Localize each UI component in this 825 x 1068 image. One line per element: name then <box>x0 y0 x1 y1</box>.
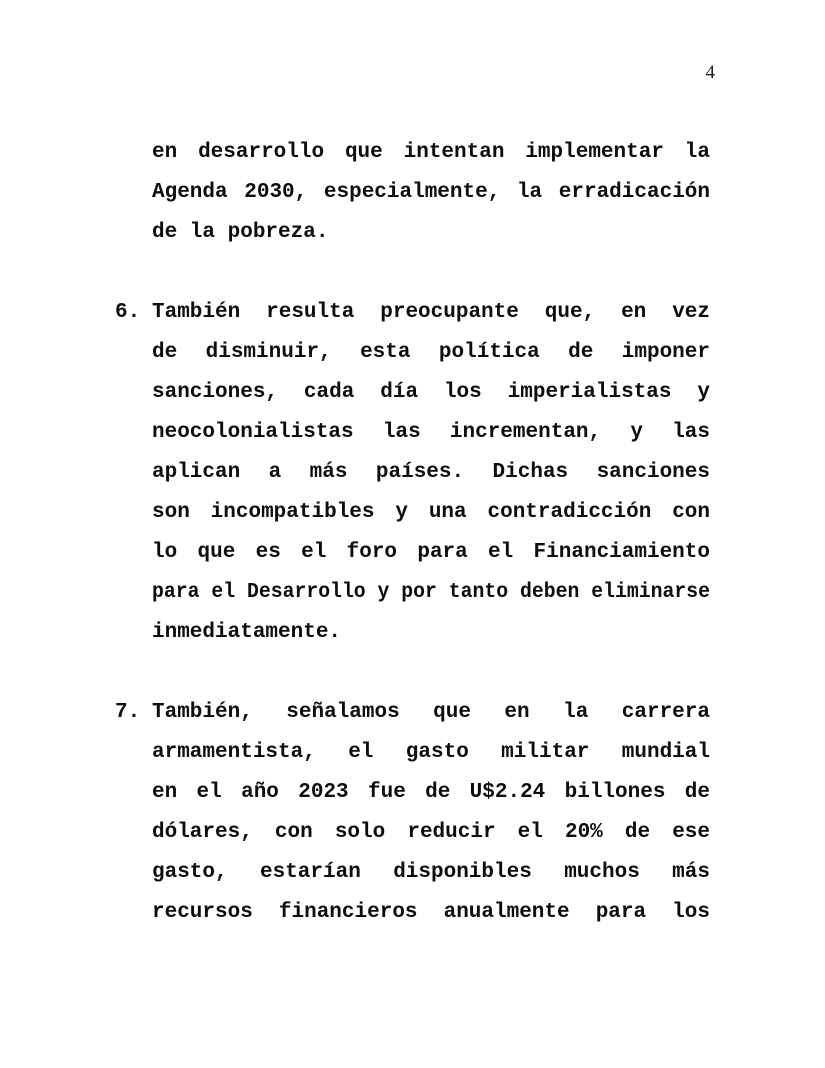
document-body <box>115 133 710 933</box>
text-line: sanciones, cada día los imperialistas y <box>152 381 710 404</box>
text-line: dólares, con solo reducir el 20% de ese <box>152 821 710 844</box>
text-line: Agenda 2030, especialmente, la erradicación <box>152 181 710 204</box>
text-line: recursos financieros anualmente para los <box>152 901 710 924</box>
paragraph-number: 6. <box>115 301 141 324</box>
page-number: 4 <box>705 62 715 83</box>
continuation-paragraph <box>152 133 710 253</box>
text-line: También resulta preocupante que, en vez <box>152 301 710 324</box>
text-line: armamentista, el gasto militar mundial <box>152 741 710 764</box>
text-line: para el Desarrollo y por tanto deben eliminarse <box>152 581 710 604</box>
text-line: neocolonialistas las incrementan, y las <box>152 421 710 444</box>
text-line: inmediatamente. <box>152 621 342 644</box>
text-line: También, señalamos que en la carrera <box>152 701 710 724</box>
text-line: de la pobreza. <box>152 221 329 244</box>
numbered-paragraph <box>115 293 710 653</box>
text-line: lo que es el foro para el Financiamiento <box>152 541 710 564</box>
paragraph-number: 7. <box>115 701 141 724</box>
numbered-paragraph <box>115 693 710 933</box>
text-line: gasto, estarían disponibles muchos más <box>152 861 710 884</box>
text-line: son incompatibles y una contradicción con <box>152 501 710 524</box>
text-line: aplican a más países. Dichas sanciones <box>152 461 710 484</box>
text-line: en el año 2023 fue de U$2.24 billones de <box>152 781 710 804</box>
text-line: de disminuir, esta política de imponer <box>152 341 710 364</box>
text-line: en desarrollo que intentan implementar la <box>152 141 710 164</box>
